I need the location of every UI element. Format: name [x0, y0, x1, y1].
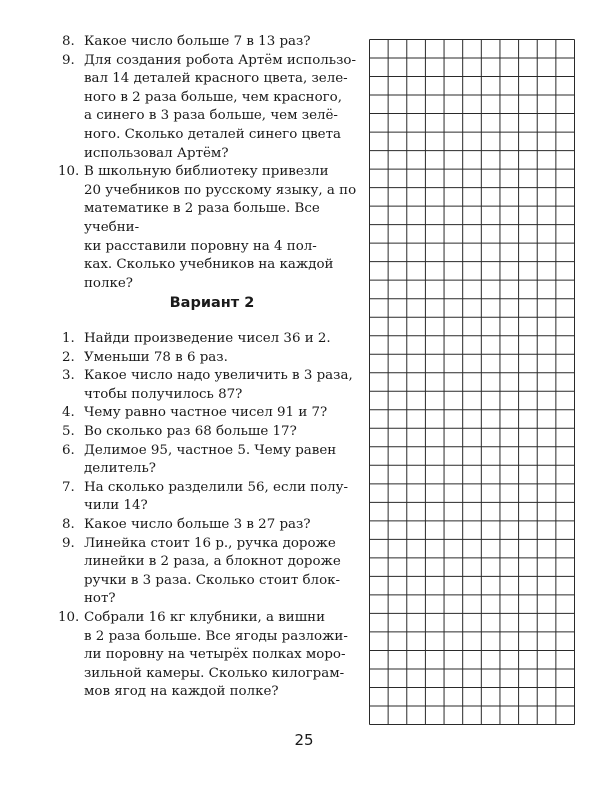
task-v2-3 [62, 367, 362, 404]
task-v1-9 [62, 52, 362, 164]
task-line: делитель? [84, 461, 156, 477]
task-v2-8 [62, 516, 362, 535]
task-v2-7 [62, 479, 362, 516]
task-number: 5. [62, 423, 75, 439]
task-number: 3. [62, 368, 75, 384]
task-number: 1. [62, 331, 75, 346]
task-line: В школьную библиотеку привезли [84, 164, 329, 180]
task-v2-6 [62, 442, 362, 479]
variant1-tasks [58, 33, 362, 293]
task-v2-9 [62, 535, 362, 609]
task-line: ки расставили поровну на 4 пол- [84, 238, 317, 254]
squared-grid [369, 39, 575, 725]
task-number: 4. [62, 405, 75, 421]
task-line: нот? [84, 591, 116, 607]
task-number: 8. [62, 516, 75, 532]
task-line: Линейка стоит 16 р., ручка дороже [84, 535, 336, 551]
task-line: мов ягод на каждой полке? [84, 684, 279, 700]
variant-heading: Вариант 2 [169, 295, 255, 311]
task-number: 9. [62, 535, 75, 551]
task-line: Во сколько раз 68 больше 17? [84, 423, 297, 439]
task-v2-10 [58, 609, 362, 702]
task-v2-4 [62, 404, 362, 423]
task-v2-2 [62, 349, 362, 368]
task-line: Какое число надо увеличить в 3 раза, [84, 368, 353, 384]
task-line: ного в 2 раза больше, чем красного, [84, 89, 342, 105]
task-number: 10. [58, 164, 80, 180]
task-number: 7. [62, 479, 75, 495]
task-line: использовал Артём? [84, 145, 229, 161]
task-line: 20 учебников по русскому языку, а по [84, 182, 357, 198]
task-line: линейки в 2 раза, а блокнот дороже [84, 554, 341, 570]
task-line: Какое число больше 3 в 27 раз? [84, 516, 311, 532]
task-line: полке? [84, 275, 133, 291]
task-v2-1 [62, 330, 362, 349]
task-line: математике в 2 раза больше. Все учебни- [84, 201, 320, 235]
task-number: 8. [62, 34, 75, 49]
page-number: 25 [294, 731, 314, 749]
task-number: 10. [58, 609, 80, 625]
task-line: ручки в 3 раза. Сколько стоит блок- [84, 572, 341, 588]
task-line: а синего в 3 раза больше, чем зелё- [84, 108, 338, 124]
task-line: На сколько разделили 56, если полу- [84, 479, 349, 495]
task-line: Делимое 95, частное 5. Чему равен [84, 442, 337, 458]
task-line: чили 14? [84, 498, 148, 514]
task-v1-8 [62, 33, 362, 52]
task-v2-5 [62, 423, 362, 442]
task-line: Чему равно частное чисел 91 и 7? [84, 405, 328, 421]
task-line: Какое число больше 7 в 13 раз? [84, 34, 311, 49]
task-number: 2. [62, 349, 75, 365]
task-line: ного. Сколько деталей синего цвета [84, 126, 341, 142]
task-line: ках. Сколько учебников на каждой [84, 257, 334, 273]
variant2-tasks [58, 330, 362, 702]
task-line: в 2 раза больше. Все ягоды разложи- [84, 628, 348, 644]
task-number: 6. [62, 442, 75, 458]
task-line: зильной камеры. Сколько килограм- [84, 665, 345, 681]
task-line: Уменьши 78 в 6 раз. [84, 349, 228, 365]
task-line: чтобы получилось 87? [84, 386, 243, 402]
task-line: ли поровну на четырёх полках моро- [84, 647, 346, 663]
task-line: Для создания робота Артём использо- [84, 52, 356, 68]
task-line: вал 14 деталей красного цвета, зеле- [84, 71, 348, 87]
task-line: Найди произведение чисел 36 и 2. [84, 331, 331, 346]
task-line: Собрали 16 кг клубники, а вишни [84, 609, 326, 625]
task-v1-10 [58, 163, 362, 293]
task-number: 9. [62, 52, 75, 68]
